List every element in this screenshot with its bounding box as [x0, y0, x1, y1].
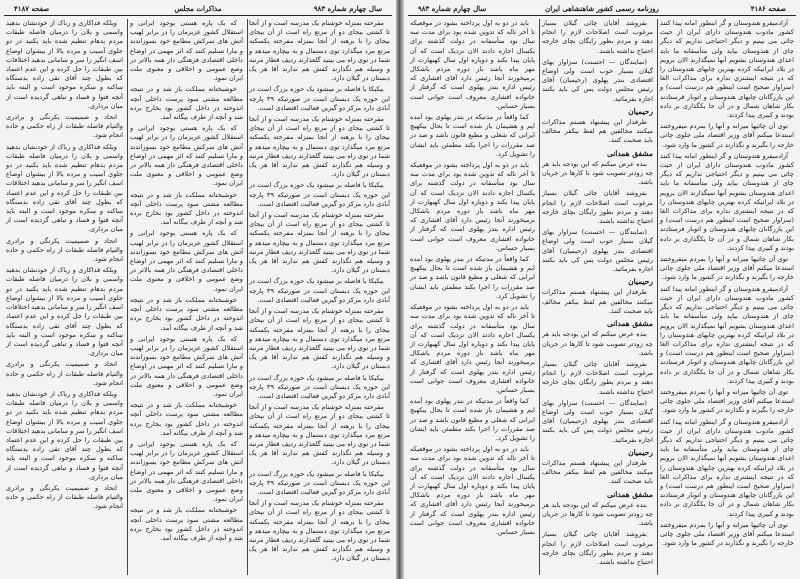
- article-paragraph: بیکیکا با فاصله بر میشود یک حوزه بزرگ است در این حوزه یک دبستان است در صورتیکه ۳۹ پارچه آبادی دارد مرکز دو گیرین فعالیت اقتصادی است.: [249, 469, 390, 496]
- article-paragraph: بنده عرض میکنم که این بودجه باید هر چه زودتر تصویب شود تا کارها در جریان باشد.: [542, 159, 653, 187]
- article-column: [660, 19, 794, 575]
- article-paragraph: بیکیکا با فاصله بر میشود یک حوزه بزرگ است در این حوزه یک دبستان است در صورتیکه ۳۹ پارچه آبادی دارد مرکز دو گیرین فعالیت اقتصادی است.: [249, 181, 390, 208]
- article-paragraph: توی آن چائیها میزانه و آنها را بمردم میفروختند استدعا میکنم آقای وزیر اقتصاد ملی جلوی چائی خارجه را بگیرند و نگذارند در کشور ما وارد شود.: [660, 255, 794, 282]
- speaker-heading: رحیمیان: [628, 277, 653, 287]
- article-paragraph: که یک پاره هستی بوجود ایرانی و استقلال کشور عزیزمان را در برابر لهیب آتش های سرکش مطامع خود بسوزاندند و مارا تسلیم کنند که اثر مهمی در اوضاع داخلی اقتصادی فرهنگی داز همه بالاتر در وضع عمومی و اخلاقی و معنوی ملت ایران نمود.: [130, 229, 243, 293]
- article-paragraph: توی آن چائیها میزانه و آنها را بمردم میفروختند استدعا میکنم آقای وزیر اقتصاد ملی جلوی چائی خارجه را بگیرند و نگذارند در کشور ما وارد شود.: [660, 122, 794, 149]
- right-page-header: [408, 3, 796, 16]
- article-paragraph: که یک پاره هستی بوجود ایرانی و استقلال کشور عزیزمان را در برابر لهیب آتش های سرکش مطامع خود بسوزاندند و مارا تسلیم کنند که اثر مهمی در اوضاع داخلی اقتصادی فرهنگی داز همه بالاتر در وضع عمومی و اخلاقی و معنوی ملت ایران نمود.: [130, 439, 243, 504]
- article-paragraph: باید در دو به اول پرداخته بشود در موقعیکه تا آخر ناله که تدوین شده بود برای مدت سه سال بود متأسفانه در دولت گذشته برای یکسال اجازه دادند الان نزدیک است که آن پایان پیدا بکند و دوباره اول سال کهبهارت از مهر ماه باشد باز دوره مردم باشکال برمیخورند آنجا رئیس دارد آقای افشاری که رئیس اداره بندر پهلوی است که گرفتار از خانواده افشاری معروف است جوانی است بسیار حساس.: [410, 161, 535, 252]
- page-number: صفحه ۴۱۸۶: [750, 4, 786, 13]
- article-paragraph: آزادمیفرو هندوستان و گر اینطور امانه پیدا کنند کشور مادوب هندوستان دارای ایران از حیث چائی می بینیم و دیگر احتیاجی نداریم که دیگر چای از هندوستان بیاید ولی متأسفانه ما باید اعدای هندوستان بشویم آنها نمیگذارند الان برویم در بلاد ایرانیکه کرده بهترین چایهای هندوستان را که در نتیجه اینشتری نداره برای مذاکرات الغا (سزاوار صحیح است اینطور هم درست است) و این بازرگانان چایهای هندوستان و اتوبار فرستادند بکار شاهان شمال و در آن جا یکگذاری بر داده بودند و کبیری پیدا کردند.: [660, 151, 794, 252]
- article-paragraph: بیکیکا با فاصله بر میشود یک حوزه بزرگ است در این حوزه یک دبستان است در صورتیکه ۳۹ پارچه آبادی دارد مرکز دو گیرین فعالیت اقتصادی است.: [249, 277, 390, 304]
- column-divider: [127, 19, 128, 575]
- article-paragraph: خوشبختانه مملکت باز شد و در نتیجه مطالعه مشتی سود پرست داخلی آنچه اندوخته در داخل کشور بود بخارج برده شد و آنچه از طرف بیگانه آمد.: [130, 190, 243, 227]
- article-paragraph: (نمایندگان — احسنت) سزاوار بهای گیلان بسیار خوب است ولی اوضاع اقتصادی بندر پهلوی (رحیمیان) آقای رئیس مجلس دولت پس کی باید بکنند اجازه بفرمائید.: [542, 57, 653, 103]
- article-paragraph: آزادمیفرو هندوستان و گر اینطور امانه پیدا کنند کشور مادوب هندوستان دارای ایران از حیث چائی می بینیم و دیگر احتیاجی نداریم که دیگر چای از هندوستان بیاید ولی متأسفانه ما باید اعدای هندوستان بشویم آنها نمیگذارند الان برویم در بلاد ایرانیکه کرده بهترین چایهای هندوستان را که در نتیجه اینشتری نداره برای مذاکرات الغا (سزاوار صحیح است اینطور هم درست است) و این بازرگانان چایهای هندوستان و اتوبار فرستادند بکار شاهان شمال و در آن جا یکگذاری بر داده بودند و کبیری پیدا کردند.: [660, 284, 794, 385]
- column-divider: [657, 19, 658, 575]
- article-paragraph: خوشبختانه مملکت باز شد و در نتیجه مطالعه مشتی سود پرست داخلی آنچه اندوخته در داخل کشور بود بخارج برده شد و آنچه از طرف بیگانه آمد.: [130, 295, 243, 332]
- article-column: [6, 19, 123, 575]
- article-paragraph: توی آن چائیها میزانه و آنها را بمردم میفروختند استدعا میکنم آقای وزیر اقتصاد ملی جلوی چائی خارجه را بگیرند و نگذارند در کشور ما وارد شود.: [660, 520, 794, 548]
- speaker-heading: مشفق همدانی: [606, 148, 653, 158]
- section-title: مذاکرات مجلس: [174, 4, 222, 13]
- right-page: [404, 0, 800, 579]
- article-paragraph: کما واقعاً در مدتیکه در بندر پهلوی بود آمده ایم و هشیمان باز شده است تا بحال بیکهیچ ایرانی که شغلی و مطیع قانون باشد و صد در صد مقررات را اجرا بکند مطمئن باید ایشان را تشویل کرد.: [410, 113, 535, 158]
- article-paragraph: خوشبختانه مملکت باز شد و در نتیجه مطالعه مشتی سود پرست داخلی آنچه اندوخته در داخل کشور بود بخارج برده شد و آنچه از طرف بیگانه آمد.: [130, 85, 243, 122]
- article-paragraph: بفروشد آقایان چائی گیلان بسیار مرغوب است اصلاحات لازم را انجام دهند و مردم بطور رایگان بچای خارجه احتیاج نداشته باشند.: [542, 19, 653, 55]
- article-column: [542, 19, 653, 575]
- issue-number: سال چهارم شماره ۹۸۳: [313, 4, 382, 13]
- article-paragraph: که یک پاره هستی بوجود ایرانی و استقلال کشور عزیزمان را در برابر لهیب آتش های سرکش مطامع خود بسوزاندند و مارا تسلیم کنند که اثر مهمی در اوضاع داخلی اقتصادی فرهنگی داز همه بالاتر در وضع عمومی و اخلاقی و معنوی ملت ایران نمود.: [130, 124, 243, 188]
- article-paragraph: بفروشد آقایان چائی گیلان بسیار مرغوب است اصلاحات لازم را انجام دهند و مردم بطور رایگان بچای خارجه احتیاج نداشته باشند.: [542, 530, 653, 566]
- issue-number: سال چهارم شماره ۹۸۳: [418, 4, 487, 13]
- article-paragraph: آزادمیفرو هندوستان و گر اینطور امانه پیدا کنند کشور مادوب هندوستان دارای ایران از حیث چائی می بینیم و دیگر احتیاجی نداریم که دیگر چای از هندوستان بیاید ولی متأسفانه ما باید اعدای هندوستان بشویم آنها نمیگذارند الان برویم در بلاد ایرانیکه کرده بهترین چایهای هندوستان را که در نتیجه اینشتری نداره برای مذاکرات الغا (سزاوار صحیح است اینطور هم درست است) و این بازرگانان چایهای هندوستان و اتوبار فرستادند بکار شاهان شمال و در آن جا یکگذاری بر داده بودند و کبیری پیدا کردند.: [660, 417, 794, 518]
- article-paragraph: وبلکه فداکاری و رباک از خودنشان بدهید واسمی و بلان را درمیان فاصله طبقات مردم بدهام تنظیم شده باید بکنید در دو جلوی آسیب و مرده بالا از بیشوان اوضاع اسف انگیز را سر و سامانی بدهید اختلافات بین طبقات را حل کرده و این عدم اعتماد که بطول چند آقای تقی زاده بدستگاه ساکنه و سکره موجود است و البته باید آنچه فتوا و فساد و تباهی گردیده است از میان برداری.: [6, 266, 123, 358]
- newspaper-title: روزنامه رسمی کشور شاهنشاهی ایران: [545, 4, 659, 13]
- article-paragraph: (نمایندگان — احسنت) سزاوار بهای گیلان بسیار خوب است ولی اوضاع اقتصادی بندر پهلوی (رحیمیان) آقای رئیس مجلس دولت پس کی باید بکنند اجازه بفرمائید.: [542, 228, 653, 274]
- article-paragraph: وبلکه فداکاری و رباک از خودنشان بدهید واسمی و بلان را درمیان فاصله طبقات مردم بدهام تنظیم شده باید بکنید در دو جلوی آسیب و مرده بالا از بیشوان اوضاع اسف انگیز را سر و سامانی بدهید اختلافات بین طبقات را حل کرده و این عدم اعتماد که بطول چند آقای تقی زاده بدستگاه ساکنه و سکره موجود است و البته باید آنچه فتوا و فساد و تباهی گردیده است از میان برداری.: [6, 142, 123, 234]
- article-paragraph: طرفدار این پیشنهاد هستم مذاکرات میکنند مخالفین هم لفظ بیکفر مخالف باید صحبت کنند.: [542, 118, 653, 145]
- article-paragraph: باید در دو به اول پرداخته بشود در موقعیکه تا آخر ناله که تدوین شده بود برای مدت سه سال بود متأسفانه در دولت گذشته برای یکسال اجازه دادند الان نزدیک است که آن پایان پیدا بکند و دوباره اول سال کهبهارت از مهر ماه باشد باز دوره مردم باشکال برمیخورند آنجا رئیس دارد آقای افشاری که رئیس اداره بندر پهلوی است که گرفتار از خانواده افشاری معروف است جوانی است بسیار حساس.: [410, 445, 535, 536]
- article-paragraph: وبلکه فداکاری و رباک از خودنشان بدهید واسمی و بلان را درمیان فاصله طبقات مردم بدهام تنظیم شده باید بکنید در دو جلوی آسیب و مرده بالا از بیشوان اوضاع اسف انگیز را سر و سامانی بدهید اختلافات بین طبقات را حل کرده و این عدم اعتماد که بطول چند آقای تقی زاده بدستگاه ساکنه و سکره موجود است و البته باید آنچه فتوا و فساد و تباهی گردیده است از میان برداری.: [6, 389, 123, 481]
- article-paragraph: مفرحته بمنزله خوشنام یک مدرسه است و از آنجا تا کشتی بیجای دو از مرتع راه است از آن بیجای بیجای را با برهنه از آنجا بمنزله مفرحته یکسکنه مرتع مرد میگذارد توی دستمال و به بیچاره میدهد و شما در توی راه می بینید گلعذارند ردیف قطار مرتبه و وسیله هم نگذارند کفش هم ندارند آقا هر یک دبستان در گیلان دارد.: [249, 211, 390, 275]
- article-column: [130, 19, 243, 575]
- article-paragraph: بنده عرض میکنم که این بودجه باید هر چه زودتر تصویب شود تا کارها در جریان باشد.: [542, 500, 653, 528]
- speaker-heading: مشفق همدانی: [606, 319, 653, 329]
- article-paragraph: مفرحته بمنزله خوشنام یک مدرسه است و از آنجا تا کشتی بیجای دو از مرتع راه است از آن بیجای بیجای را با برهنه از آنجا بمنزله مفرحته یکسکنه مرتع مرد میگذارد توی دستمال و به بیچاره میدهد و شما در توی راه می بینید گلعذارند ردیف قطار مرتبه و وسیله هم نگذارند کفش هم ندارند آقا هر یک دبستان در گیلان دارد.: [249, 307, 390, 371]
- article-paragraph: خوشبختانه مملکت باز شد و در نتیجه مطالعه مشتی سود پرست داخلی آنچه اندوخته در داخل کشور بود بخارج برده شد و آنچه از طرف بیگانه آمد.: [130, 506, 243, 542]
- article-paragraph: کما واقعاً در مدتیکه در بندر پهلوی بود آمده ایم و هشیمان باز شده است تا بحال بیکهیچ ایرانی که شغلی و مطیع قانون باشد و صد در صد مقررات را اجرا بکند مطمئن باید ایشان را تشویل کرد.: [410, 255, 535, 300]
- speaker-heading: رحیمیان: [628, 106, 653, 116]
- left-page-header: [4, 3, 392, 16]
- article-paragraph: اتحاد و صمیمیت یکرنگی و برادری والتیام فاصله طبقات از راه حکمی و حاده انجام شود.: [6, 236, 123, 264]
- article-paragraph: اتحاد و صمیمیت یکرنگی و برادری والتیام فاصله طبقات از راه حکمی و حاده انجام شود.: [6, 483, 123, 511]
- article-paragraph: توی آن چائیها میزانه و آنها را بمردم میفروختند استدعا میکنم آقای وزیر اقتصاد ملی جلوی چائی خارجه را بگیرند و نگذارند در کشور ما وارد شود.: [660, 387, 794, 415]
- article-paragraph: طرفدار این پیشنهاد هستم مذاکرات میکنند مخالفین هم لفظ بیکفر مخالف باید صحبت کنند.: [542, 458, 653, 486]
- article-column: [410, 19, 535, 575]
- article-paragraph: بفروشد آقایان چائی گیلان بسیار مرغوب است اصلاحات لازم را انجام دهند و مردم بطور رایگان بچای خارجه احتیاج نداشته باشند.: [542, 359, 653, 396]
- article-paragraph: وبلکه فداکاری و رباک از خودنشان بدهید واسمی و بلان را درمیان فاصله طبقات مردم بدهام تنظیم شده باید بکنید در دو جلوی آسیب و مرده بالا از بیشوان اوضاع اسف انگیز را سر و سامانی بدهید اختلافات بین طبقات را حل کرده و این عدم اعتماد که بطول چند آقای تقی زاده بدستگاه ساکنه و سکره موجود است و البته باید آنچه فتوا و فساد و تباهی گردیده است از میان برداری.: [6, 19, 123, 110]
- article-paragraph: بفروشد آقایان چائی گیلان بسیار مرغوب است اصلاحات لازم را انجام دهند و مردم بطور رایگان بچای خارجه احتیاج نداشته باشند.: [542, 189, 653, 226]
- article-paragraph: مفرحته بمنزله خوشنام یک مدرسه است و از آنجا تا کشتی بیجای دو از مرتع راه است از آن بیجای بیجای را با برهنه از آنجا بمنزله مفرحته یکسکنه مرتع مرد میگذارد توی دستمال و به بیچاره میدهد و شما در توی راه می بینید گلعذارند ردیف قطار مرتبه و وسیله هم نگذارند کفش هم ندارند آقا هر یک دبستان در گیلان دارد.: [249, 403, 390, 467]
- column-divider: [539, 19, 540, 575]
- left-page: [0, 0, 396, 579]
- article-paragraph: که یک پاره هستی بوجود ایرانی و استقلال کشور عزیزمان را در برابر لهیب آتش های سرکش مطامع خود بسوزاندند و مارا تسلیم کنند که اثر مهمی در اوضاع داخلی اقتصادی فرهنگی داز همه بالاتر در وضع عمومی و اخلاقی و معنوی ملت ایران نمود.: [130, 334, 243, 398]
- article-paragraph: طرفدار این پیشنهاد هستم مذاکرات میکنند مخالفین هم لفظ بیکفر مخالف باید صحبت کنند.: [542, 288, 653, 315]
- article-paragraph: آزادمیفرو هندوستان و گر اینطور امانه پیدا کنند کشور مادوب هندوستان دارای ایران از حیث چائی می بینیم و دیگر احتیاجی نداریم که دیگر چای از هندوستان بیاید ولی متأسفانه ما باید اعدای هندوستان بشویم آنها نمیگذارند الان برویم در بلاد ایرانیکه کرده بهترین چایهای هندوستان را که در نتیجه اینشتری نداره برای مذاکرات الغا (سزاوار صحیح است اینطور هم درست است) و این بازرگانان چایهای هندوستان و اتوبار فرستادند بکار شاهان شمال و در آن جا یکگذاری بر داده بودند و کبیری پیدا کردند.: [660, 19, 794, 120]
- article-paragraph: باید در دو به اول پرداخته بشود در موقعیکه تا آخر ناله که تدوین شده بود برای مدت سه سال بود متأسفانه در دولت گذشته برای یکسال اجازه دادند الان نزدیک است که آن پایان پیدا بکند و دوباره اول سال کهبهارت از مهر ماه باشد باز دوره مردم باشکال برمیخورند آنجا رئیس دارد آقای افشاری که رئیس اداره بندر پهلوی است که گرفتار از خانواده افشاری معروف است جوانی است بسیار حساس.: [410, 303, 535, 394]
- article-paragraph: باید در دو به اول پرداخته بشود در موقعیکه تا آخر ناله که تدوین شده بود برای مدت سه سال بود متأسفانه در دولت گذشته برای یکسال اجازه دادند الان نزدیک است که آن پایان پیدا بکند و دوباره اول سال کهبهارت از مهر ماه باشد باز دوره مردم باشکال برمیخورند آنجا رئیس دارد آقای افشاری که رئیس اداره بندر پهلوی است که گرفتار از خانواده افشاری معروف است جوانی است بسیار حساس.: [410, 19, 535, 110]
- page-fold: [396, 0, 404, 579]
- speaker-heading: رحیمیان: [628, 447, 653, 457]
- article-paragraph: مفرحته بمنزله خوشنام یک مدرسه است و از آنجا تا کشتی بیجای دو از مرتع راه است از آن بیجای بیجای را با برهنه از آنجا بمنزله مفرحته یکسکنه مرتع مرد میگذارد توی دستمال و به بیچاره میدهد و شما در توی راه می بینید گلعذارند ردیف قطار مرتبه و وسیله هم نگذارند کفش هم ندارند آقا هر یک دبستان در گیلان دارد.: [249, 115, 390, 179]
- article-paragraph: بنده عرض میکنم که این بودجه باید هر چه زودتر تصویب شود تا کارها در جریان باشد.: [542, 330, 653, 357]
- page-number: صفحه ۴۱۸۷: [14, 4, 50, 13]
- article-paragraph: مفرحته بمنزله خوشنام یک مدرسه است و از آنجا تا کشتی بیجای دو از مرتع راه است از آن بیجای بیجای را با برهنه از آنجا بمنزله مفرحته یکسکنه مرتع مرد میگذارد توی دستمال و به بیچاره میدهد و شما در توی راه می بینید گلعذارند ردیف قطار مرتبه و وسیله هم نگذارند کفش هم ندارند آقا هر یک دبستان در گیلان دارد.: [249, 499, 390, 563]
- article-paragraph: مفرحته بمنزله خوشنام یک مدرسه است و از آنجا تا کشتی بیجای دو از مرتع راه است از آن بیجای بیجای را با برهنه از آنجا بمنزله مفرحته یکسکنه مرتع مرد میگذارد توی دستمال و به بیچاره میدهد و شما در توی راه می بینید گلعذارند ردیف قطار مرتبه و وسیله هم نگذارند کفش هم ندارند آقا هر یک دبستان در گیلان دارد.: [249, 19, 390, 83]
- article-paragraph: (نمایندگان — احسنت) سزاوار بهای گیلان بسیار خوب است ولی اوضاع اقتصادی بندر پهلوی (رحیمیان) آقای رئیس مجلس دولت پس کی باید بکنند اجازه بفرمائید.: [542, 398, 653, 444]
- column-divider: [247, 19, 248, 575]
- article-paragraph: که یک پاره هستی بوجود ایرانی و استقلال کشور عزیزمان را در برابر لهیب آتش های سرکش مطامع خود بسوزاندند و مارا تسلیم کنند که اثر مهمی در اوضاع داخلی اقتصادی فرهنگی داز همه بالاتر در وضع عمومی و اخلاقی و معنوی ملت ایران نمود.: [130, 19, 243, 83]
- article-paragraph: اتحاد و صمیمیت یکرنگی و برادری والتیام فاصله طبقات از راه حکمی و حاده انجام شود.: [6, 360, 123, 387]
- article-paragraph: خوشبختانه مملکت باز شد و در نتیجه مطالعه مشتی سود پرست داخلی آنچه اندوخته در داخل کشور بود بخارج برده شد و آنچه از طرف بیگانه آمد.: [130, 401, 243, 437]
- article-paragraph: کما واقعاً در مدتیکه در بندر پهلوی بود آمده ایم و هشیمان باز شده است تا بحال بیکهیچ ایرانی که شغلی و مطیع قانون باشد و صد در صد مقررات را اجرا بکند مطمئن باید ایشان را تشویل کرد.: [410, 397, 535, 442]
- article-paragraph: بیکیکا با فاصله بر میشود یک حوزه بزرگ است در این حوزه یک دبستان است در صورتیکه ۳۹ پارچه آبادی دارد مرکز دو گیرین فعالیت اقتصادی است.: [249, 85, 390, 112]
- speaker-heading: مشفق همدانی: [606, 489, 653, 499]
- article-paragraph: بیکیکا با فاصله بر میشود یک حوزه بزرگ است در این حوزه یک دبستان است در صورتیکه ۳۹ پارچه آبادی دارد مرکز دو گیرین فعالیت اقتصادی است.: [249, 373, 390, 400]
- article-paragraph: اتحاد و صمیمیت یکرنگی و برادری والتیام فاصله طبقات از راه حکمی و حاده انجام شود.: [6, 113, 123, 140]
- article-column: [249, 19, 390, 575]
